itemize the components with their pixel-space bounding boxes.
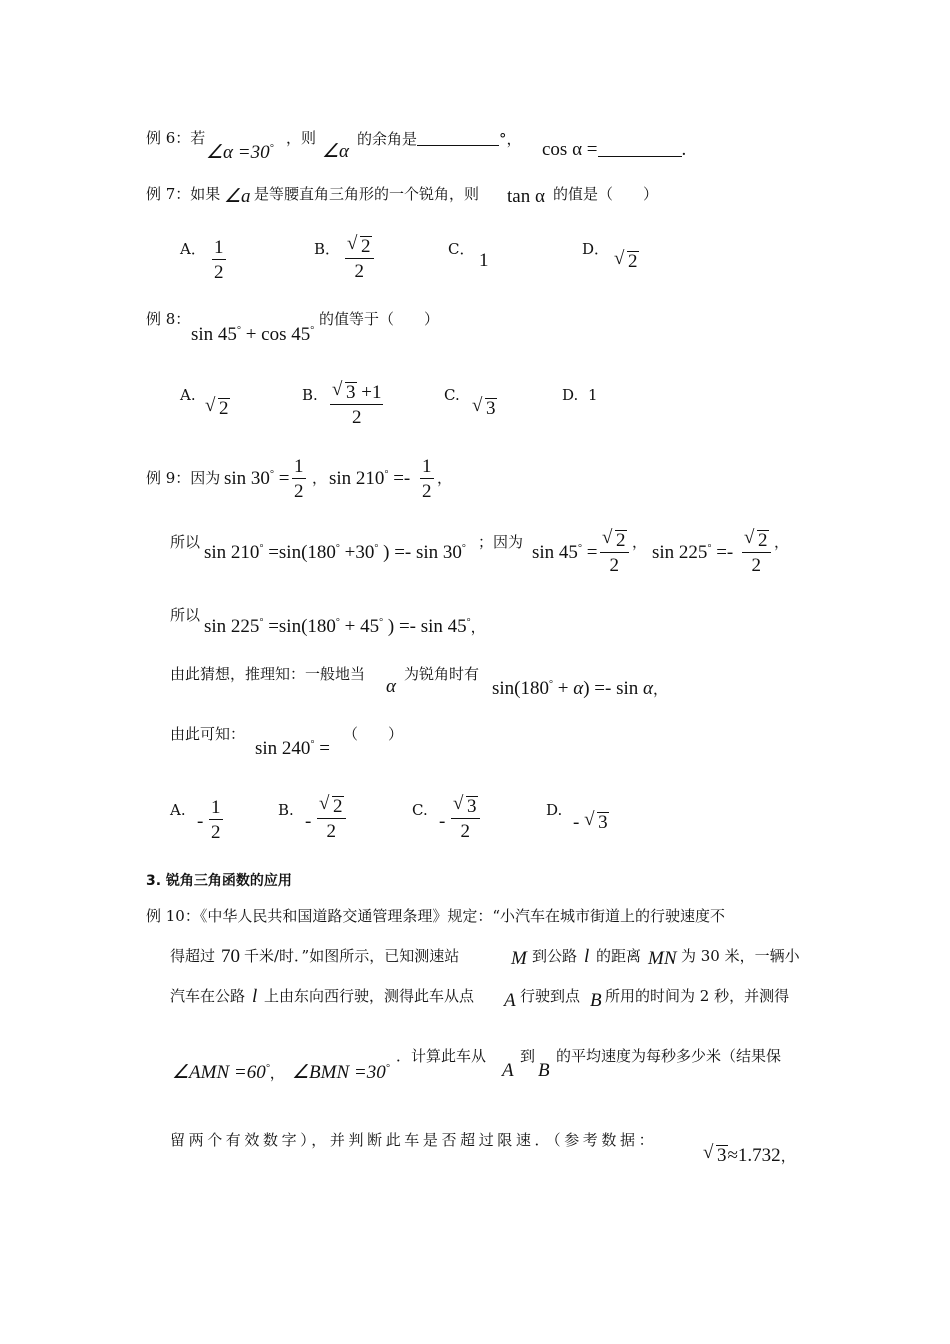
ex9-alpha: α bbox=[386, 676, 396, 697]
ex8-option-b-value: √ $\frac{3 +1}{2}$ bbox=[330, 382, 383, 427]
ex10-l-2: l bbox=[252, 986, 258, 1007]
ex10-A-2: A bbox=[502, 1060, 514, 1081]
ex9-line3: sin 225° =sin(180° + 45° ) =- sin 45°， bbox=[204, 616, 486, 637]
ex9-sin45: sin 45° = bbox=[532, 542, 598, 563]
ex10-line2-e: 为 30 米，一辆小 bbox=[681, 947, 800, 965]
ex9-option-a-letter: A. bbox=[170, 801, 186, 819]
ex8-label: 例 8： bbox=[146, 310, 191, 328]
ex10-B-2: B bbox=[538, 1060, 550, 1081]
ex10-line1: 例 10：《中华人民共和国道路交通管理条理》规定：“小汽车在城市街道上的行驶速度不 bbox=[146, 907, 726, 925]
ex10-line5: 留两个有效数字），并判断此车是否超过限速．（参考数据： bbox=[170, 1131, 658, 1149]
ex9-sin30: sin 30° = bbox=[224, 468, 290, 489]
ex9-paren: （ ） bbox=[343, 725, 404, 743]
ex7-label: 例 7：如果 bbox=[146, 185, 221, 203]
ex9-line2: sin 210° =sin(180° +30° ) =- sin 30° bbox=[204, 542, 466, 563]
ex9-because: ；因为 bbox=[478, 533, 524, 551]
ex9-option-a-sign: - bbox=[197, 811, 204, 832]
ex9-option-b-value: √ $\frac{2}{2}$ bbox=[317, 796, 346, 841]
ex10-line2-d: 的距离 bbox=[596, 947, 642, 965]
ex10-line2-b: 千米/时．”如图所示，已知测速站 bbox=[244, 947, 460, 965]
ex7-option-d-value: √ 2 bbox=[614, 251, 639, 271]
ex9-comma-2: ， bbox=[437, 469, 453, 487]
ex6-angle-expr: ∠α =30° bbox=[206, 142, 274, 163]
ex8-expr: sin 45° + cos 45° bbox=[191, 324, 315, 345]
ex10-line3-a: 汽车在公路 bbox=[170, 987, 246, 1005]
ex7-option-b-letter: B． bbox=[314, 240, 341, 258]
ex9-option-c-value: √ $\frac{3}{2}$ bbox=[451, 796, 480, 841]
ex9-half: $\frac{1}{2}$ bbox=[294, 456, 304, 502]
ex10-B: B bbox=[590, 990, 602, 1011]
ex8-option-c-value: √ 3 bbox=[472, 398, 497, 418]
ex10-ref: √ 3≈1.732， bbox=[703, 1145, 796, 1165]
ex9-so-1: 所以 bbox=[170, 533, 201, 551]
ex6-text: 的余角是 °， bbox=[357, 130, 522, 148]
ex10-M: M bbox=[511, 948, 527, 969]
ex10-line2-a: 得超过 bbox=[170, 947, 216, 965]
ex9-half-2: $\frac{1}{2}$ bbox=[422, 456, 432, 502]
ex6-label: 例 6：若 bbox=[146, 129, 206, 147]
ex7-option-b-value: √ $\frac{2}{2}$ bbox=[345, 236, 374, 281]
ex10-MN: MN bbox=[648, 948, 677, 969]
ex6-blank-2 bbox=[598, 142, 682, 157]
ex9-option-a-value: $\frac{1}{2}$ bbox=[211, 797, 221, 843]
ex9-comma-3: ， bbox=[632, 533, 648, 551]
ex6-then: ，则 bbox=[286, 129, 317, 147]
ex10-line2-c: 到公路 bbox=[532, 947, 578, 965]
ex10-line3-d: 所用的时间为 2 秒，并测得 bbox=[605, 987, 790, 1005]
ex8-option-b-letter: B. bbox=[302, 386, 318, 404]
ex9-identity: sin(180° + α) =- sin α， bbox=[492, 678, 668, 699]
ex6-blank-1 bbox=[417, 131, 499, 146]
ex9-option-b-sign: - bbox=[305, 811, 312, 832]
ex8-option-d-value: 1 bbox=[588, 386, 598, 404]
ex9-rt2-over-2: √ $\frac{2}{2}$ bbox=[600, 530, 629, 575]
ex9-sin225: sin 225° =- bbox=[652, 542, 734, 563]
ex9-option-b-letter: B. bbox=[278, 801, 294, 819]
ex9-label: 例 9：因为 bbox=[146, 469, 221, 487]
ex8-option-a-value: √ 2 bbox=[205, 398, 230, 418]
ex9-acute: 为锐角时有 bbox=[404, 665, 480, 683]
ex9-hence: 由此可知： bbox=[170, 725, 246, 743]
ex7-text: 是等腰直角三角形的一个锐角，则 bbox=[254, 185, 480, 203]
ex10-angle-AMN: ∠AMN =60°， bbox=[172, 1062, 285, 1083]
ex9-comma-4: ， bbox=[774, 533, 790, 551]
ex10-line3-b: 上由东向西行驶，测得此车从点 bbox=[264, 987, 475, 1005]
ex10-speed: 70 bbox=[221, 946, 240, 967]
ex7-option-a-value: $\frac{1}{2}$ bbox=[214, 237, 224, 283]
ex9-option-d-letter: D. bbox=[546, 801, 563, 819]
section-heading: 3. 锐角三角函数的应用 bbox=[146, 873, 292, 889]
ex9-option-c-letter: C. bbox=[412, 801, 428, 819]
ex9-sin240: sin 240° = bbox=[255, 738, 330, 759]
ex9-sin210: sin 210° =- bbox=[329, 468, 411, 489]
ex10-line3-c: 行驶到点 bbox=[520, 987, 581, 1005]
ex8-option-d-letter: D. bbox=[562, 386, 579, 404]
ex9-rt2-over-2-b: √ $\frac{2}{2}$ bbox=[742, 530, 771, 575]
ex7-option-a-letter: A． bbox=[180, 240, 206, 258]
ex7-option-d-letter: D． bbox=[582, 240, 610, 258]
ex7-option-c-letter: C． bbox=[448, 240, 475, 258]
ex7-tail: 的值是（ ） bbox=[553, 185, 659, 203]
ex8-option-a-letter: A. bbox=[180, 386, 196, 404]
ex6-cos: cos α = . bbox=[542, 139, 687, 160]
ex9-comma-1: ， bbox=[312, 469, 328, 487]
ex10-A: A bbox=[504, 990, 516, 1011]
ex9-guess: 由此猜想，推理知：一般地当 bbox=[170, 665, 366, 683]
ex9-so-2: 所以 bbox=[170, 606, 201, 624]
ex10-line4-a: ．计算此车从 bbox=[396, 1047, 487, 1065]
ex7-angle: ∠a bbox=[224, 186, 251, 207]
ex6-angle2: ∠α bbox=[322, 141, 350, 162]
ex8-tail: 的值等于（ ） bbox=[319, 310, 440, 328]
ex10-to: 到 bbox=[520, 1047, 536, 1065]
ex8-option-c-letter: C. bbox=[444, 386, 460, 404]
ex10-angle-BMN: ∠BMN =30° bbox=[292, 1062, 390, 1083]
ex9-option-d-value: - √ 3 bbox=[573, 812, 609, 832]
ex7-option-c-value: 1 bbox=[479, 250, 489, 271]
ex10-l: l bbox=[584, 946, 590, 967]
ex9-option-c-sign: - bbox=[439, 811, 446, 832]
ex10-line4-b: 的平均速度为每秒多少米（结果保 bbox=[556, 1047, 782, 1065]
ex7-tan: tan α bbox=[507, 186, 545, 207]
